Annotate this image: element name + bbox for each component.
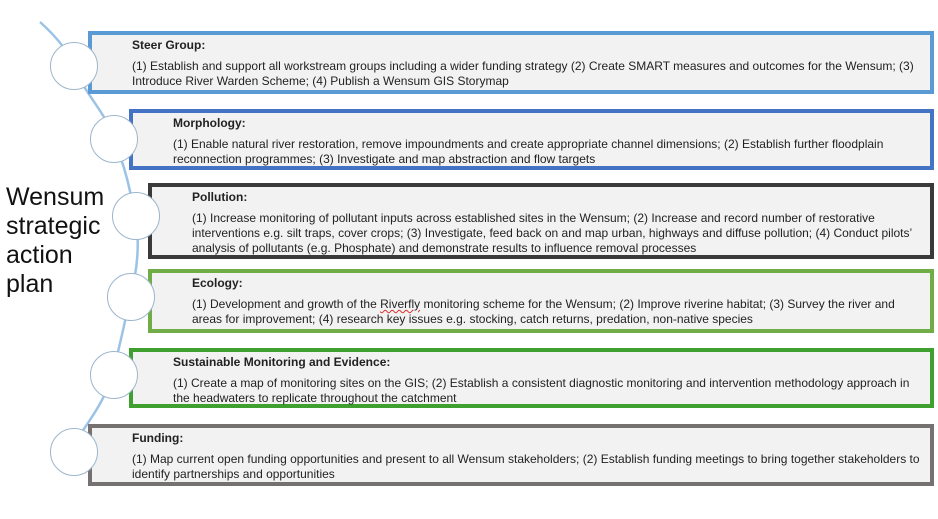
steer-group-box (88, 31, 934, 94)
box-text-part: (1) Development and growth of the (192, 297, 381, 311)
box-text: (1) Map current open funding opportunities and present to all Wensum stakeholders; (2) Establish funding meetings to bring together stakeholders to identify partnerships and opportunities (132, 452, 920, 481)
node-circle-pollution (112, 192, 160, 240)
box-text: (1) Create a map of monitoring sites on the GIS; (2) Establish a consistent diagnostic monitoring and intervention methodology approach in the headwaters to replicate throughout the catchment (173, 376, 910, 405)
diagram-title-line: action (6, 241, 73, 269)
morphology-box (129, 109, 934, 170)
riverfly-term: Riverfly (380, 297, 421, 311)
node-circle-funding (50, 428, 98, 476)
pollution-box (148, 183, 934, 259)
node-circle-monitoring (90, 351, 138, 399)
box-text: (1) Increase monitoring of pollutant inputs across established sites in the Wensum; (2) Increase and record number of restorative interventions e.g. silt traps, cover crops; (3) Investigate, feed back on and map urban, highways and diffuse pollution; (4) Conduct pilots’ analysis of pollutants (e.g. Phosphate) and demonstrate results to influence removal processes (192, 211, 912, 255)
diagram-title-line: Wensum (6, 183, 105, 211)
diagram-title (6, 183, 116, 299)
box-heading: Pollution: (192, 190, 248, 204)
node-circle-morphology (90, 115, 138, 163)
box-heading: Morphology: (173, 116, 246, 130)
ecology-box (148, 269, 934, 333)
box-heading: Ecology: (192, 276, 243, 290)
box-heading: Sustainable Monitoring and Evidence: (173, 355, 391, 369)
box-heading: Funding: (132, 431, 184, 445)
box-text-part: monitoring scheme for the Wensum; (2) Improve riverine habitat; (3) Survey the river and areas for improvement; (4) research key issues e.g. stocking, catch returns, predation, non-native species (192, 297, 895, 326)
node-circle-steer (50, 42, 98, 90)
box-text: (1) Enable natural river restoration, remove impoundments and create appropriate channel dimensions; (2) Establish further floodplain reconnection programmes; (3) Investigate and map abstraction and flow targets (173, 137, 884, 166)
box-heading: Steer Group: (132, 38, 206, 52)
funding-box (88, 424, 934, 486)
box-text (192, 297, 922, 327)
box-text: (1) Establish and support all workstream groups including a wider funding strategy (2) Create SMART measures and outcomes for the Wensum; (3) Introduce River Warden Scheme; (4) Publish a Wensum GIS Storymap (132, 59, 914, 88)
diagram-title-line: strategic (6, 212, 101, 240)
diagram-title-line: plan (6, 270, 54, 298)
node-circle-ecology (107, 273, 155, 321)
monitoring-evidence-box (129, 348, 934, 408)
